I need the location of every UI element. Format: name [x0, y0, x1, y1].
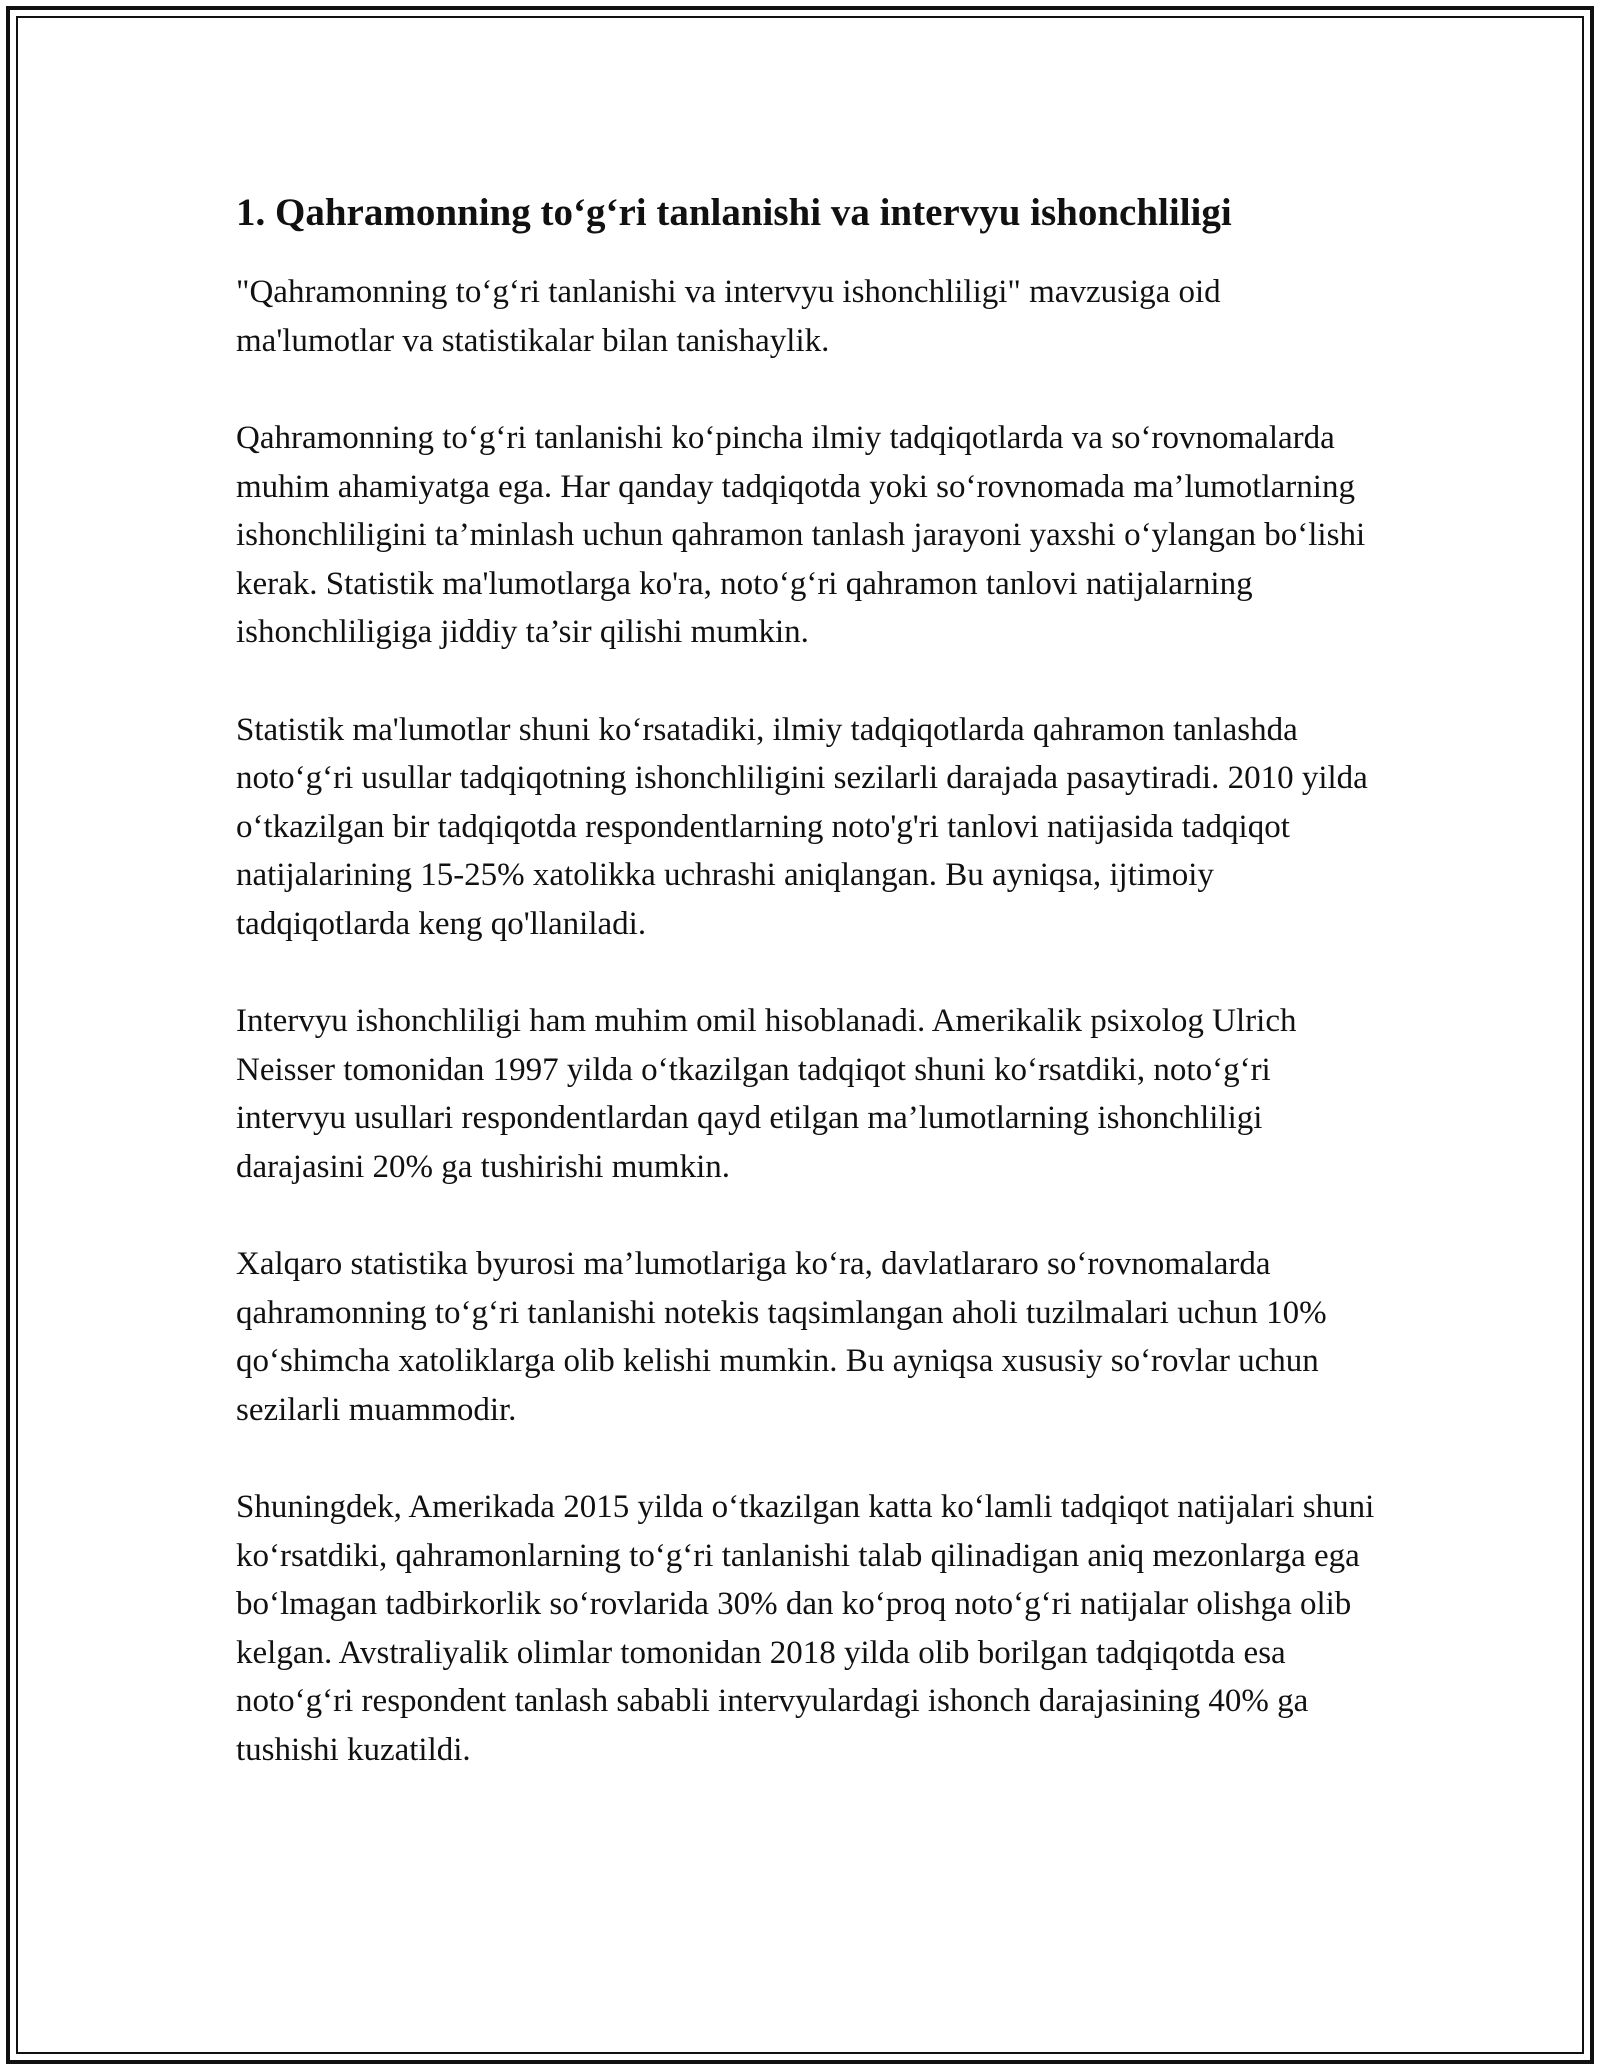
- paragraph-statistics-2010: Statistik ma'lumotlar shuni ko‘rsatadiki, ilmiy tadqiqotlarda qahramon tanlashda noto‘g‘ri usullar tadqiqotning ishonchliligini sezilarli darajada pasaytiradi. 2010 yilda o‘tkazilgan bir tadqiqotda respondentlarning noto'g'ri tanlovi natijasida tadqiqot natijalarining 15-25% xatolikka uchrashi aniqlangan. Bu ayniqsa, ijtimoiy tadqiqotlarda keng qo'llaniladi.: [236, 711, 1368, 942]
- document-body: [236, 188, 1376, 1823]
- paragraph-interview-reliability: Intervyu ishonchliligi ham muhim omil hisoblanadi. Amerikalik psixolog Ulrich Neisser tomonidan 1997 yilda o‘tkazilgan tadqiqot shuni ko‘rsatdiki, noto‘g‘ri intervyu usullari respondentlardan qayd etilgan ma’lumotlarning ishonchliligi darajasini 20% ga tushirishi mumkin.: [236, 1003, 1297, 1185]
- section-heading: 1. Qahramonning to‘g‘ri tanlanishi va intervyu ishonchliligi: [236, 191, 1232, 234]
- paragraph-studies-2015-2018: Shuningdek, Amerikada 2015 yilda o‘tkazilgan katta ko‘lamli tadqiqot natijalari shuni ko‘rsatdiki, qahramonlarning to‘g‘ri tanlanishi talab qilinadigan aniq mezonlarga ega bo‘lmagan tadbirkorlik so‘rovlarida 30% dan ko‘proq noto‘g‘ri natijalar olishga olib kelgan. Avstraliyalik olimlar tomonidan 2018 yilda olib borilgan tadqiqotda esa noto‘g‘ri respondent tanlash sababli intervyulardagi ishonch darajasining 40% ga tushishi kuzatildi.: [236, 1489, 1375, 1768]
- paragraph-intro: "Qahramonning to‘g‘ri tanlanishi va intervyu ishonchliligi" mavzusiga oid ma'lumotlar va statistikalar bilan tanishaylik.: [236, 274, 1221, 359]
- paragraph-international-bureau: Xalqaro statistika byurosi ma’lumotlariga ko‘ra, davlatlararo so‘rovnomalarda qahramonning to‘g‘ri tanlanishi notekis taqsimlangan aholi tuzilmalari uchun 10% qo‘shimcha xatoliklarga olib kelishi mumkin. Bu ayniqsa xususiy so‘rovlar uchun sezilarli muammodir.: [236, 1246, 1327, 1428]
- paragraph-hero-selection: Qahramonning to‘g‘ri tanlanishi ko‘pincha ilmiy tadqiqotlarda va so‘rovnomalarda muhim ahamiyatga ega. Har qanday tadqiqotda yoki so‘rovnomada ma’lumotlarning ishonchliligini ta’minlash uchun qahramon tanlash jarayoni yaxshi o‘ylangan bo‘lishi kerak. Statistik ma'lumotlarga ko'ra, noto‘g‘ri qahramon tanlovi natijalarning ishonchliligiga jiddiy ta’sir qilishi mumkin.: [236, 420, 1366, 650]
